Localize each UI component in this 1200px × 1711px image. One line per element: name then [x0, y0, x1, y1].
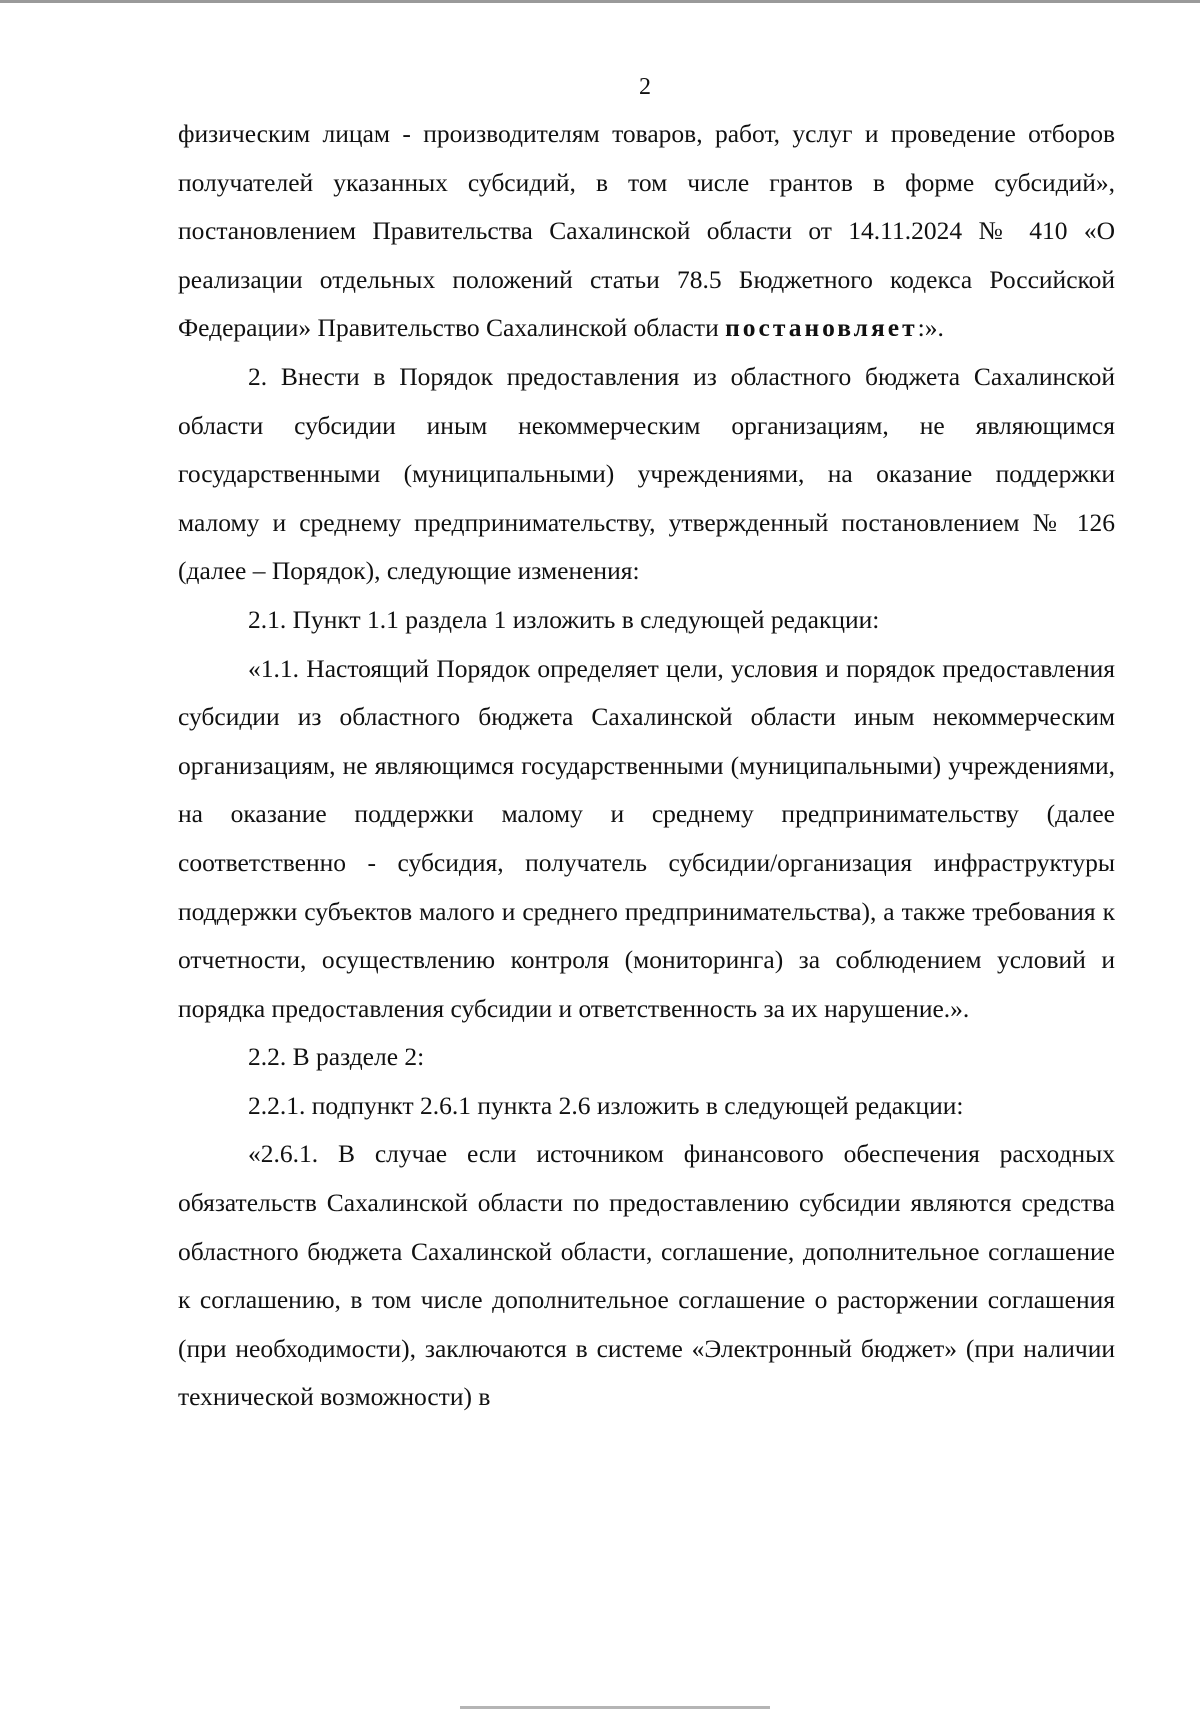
paragraph-quote-1-1: «1.1. Настоящий Порядок определяет цели, условия и порядок предоставления субсидии из областного бюджета Сахалинской области иным некоммерческим организациям, не являющимся государственными (муниципальными) учреждениями, на оказание поддержки малому и среднему предпринимательству (далее соответственно - субсидия, получатель субсидии/организация инфраструктуры поддержки субъектов малого и среднего предпринимательства), а также требования к отчетности, осуществлению контроля (мониторинга) за соблюдением условий и порядка предоставления субсидии и ответственность за их нарушение.».: [178, 653, 1115, 1023]
paragraph-text-end: :».: [917, 313, 944, 343]
paragraph-continuation: [178, 110, 1115, 353]
scan-bottom-edge-mark: [460, 1706, 770, 1709]
paragraph-item-2-2-1: 2.2.1. подпункт 2.6.1 пункта 2.6 изложить в следующей редакции:: [248, 1090, 964, 1120]
paragraph-item-2: 2. Внести в Порядок предоставления из областного бюджета Сахалинской области субсидии иным некоммерческим организациям, не являющимся государственными (муниципальными) учреждениями, на оказание поддержки малому и среднему предпринимательству, утвержденный постановлением № 126 (далее – Порядок), следующие изменения:: [178, 361, 1115, 586]
scan-top-edge-line: [0, 0, 1200, 3]
paragraph-text: физическим лицам - производителям товаров, работ, услуг и проведение отборов получателей указанных субсидий, в том числе грантов в форме субсидий», постановлением Правительства Сахалинской области от 14.11.2024 № 410 «О реализации отдельных положений статьи 78.5 Бюджетного кодекса Российской Федерации» Правительство Сахалинской области: [178, 119, 1115, 343]
paragraph-item-2-1: 2.1. Пункт 1.1 раздела 1 изложить в следующей редакции:: [248, 604, 880, 634]
emphasized-word-resolves: постановляет: [725, 313, 918, 343]
paragraph-quote-2-6-1: «2.6.1. В случае если источником финансового обеспечения расходных обязательств Сахалинской области по предоставлению субсидии являются средства областного бюджета Сахалинской области, соглашение, дополнительное соглашение к соглашению, в том числе дополнительное соглашение о расторжении соглашения (при необходимости), заключаются в системе «Электронный бюджет» (при наличии технической возможности) в: [178, 1139, 1115, 1412]
document-body: [178, 110, 1115, 1422]
paragraph-item-2-2: 2.2. В разделе 2:: [248, 1042, 425, 1072]
page-number: 2: [639, 74, 651, 100]
